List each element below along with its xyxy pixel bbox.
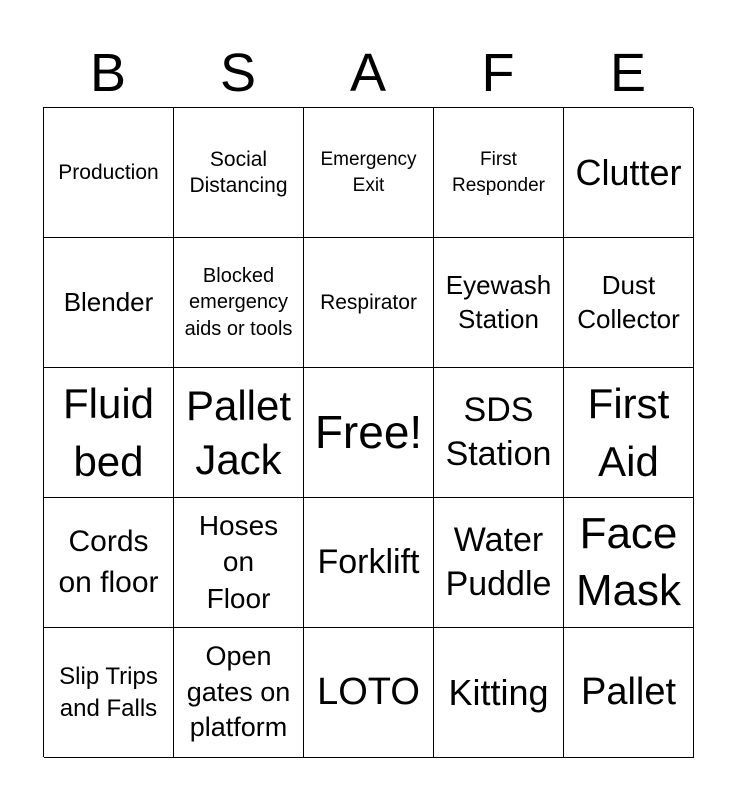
cell-label: SDS Station (445, 390, 552, 473)
header-letter-e: E (609, 43, 647, 103)
bingo-cell[interactable] (434, 498, 564, 628)
cell-label: Production (58, 160, 159, 184)
bingo-cell[interactable] (564, 368, 694, 498)
cell-label: Pallet (580, 670, 677, 713)
cell-label: Respirator (320, 290, 417, 314)
bingo-cell[interactable] (174, 238, 304, 368)
bingo-cell[interactable] (44, 108, 174, 238)
bingo-board (43, 107, 693, 757)
header-letter-s: S (219, 43, 257, 103)
bingo-cell[interactable] (564, 108, 694, 238)
bingo-cell[interactable] (174, 628, 304, 758)
bingo-cell[interactable] (434, 368, 564, 498)
cell-label: Social Distancing (189, 147, 288, 197)
bingo-cell[interactable] (564, 628, 694, 758)
cell-label: First Responder (452, 149, 545, 196)
cell-label: Eyewash Station (445, 270, 552, 334)
cell-label: Kitting (448, 671, 549, 713)
cell-label: Forklift (317, 543, 420, 582)
bingo-cell[interactable] (304, 628, 434, 758)
bingo-cell[interactable] (304, 108, 434, 238)
bingo-header (43, 42, 693, 104)
cell-label: Slip Trips and Falls (59, 662, 158, 722)
bingo-cell[interactable] (44, 628, 174, 758)
cell-label: Hoses on Floor (198, 509, 279, 614)
bingo-cell[interactable] (304, 368, 434, 498)
bingo-cell[interactable] (304, 498, 434, 628)
cell-label: First Aid (587, 379, 670, 485)
bingo-cell[interactable] (174, 108, 304, 238)
cell-label: Blender (63, 286, 154, 317)
cell-label: LOTO (317, 670, 420, 713)
bingo-cell[interactable] (304, 238, 434, 368)
cell-label: Water Puddle (445, 520, 552, 603)
cell-label: Emergency Exit (320, 149, 417, 196)
bingo-cell[interactable] (44, 368, 174, 498)
bingo-cell[interactable] (44, 498, 174, 628)
cell-label: Open gates on platform (186, 641, 291, 743)
bingo-cell[interactable] (44, 238, 174, 368)
bingo-cell[interactable] (434, 238, 564, 368)
bingo-cell[interactable] (434, 628, 564, 758)
bingo-cell[interactable] (174, 368, 304, 498)
header-letter-a: A (349, 43, 387, 103)
bingo-cell[interactable] (434, 108, 564, 238)
cell-label: Blocked emergency aids or tools (184, 264, 293, 340)
cell-label: Face Mask (575, 509, 682, 615)
cell-label: Cords on floor (58, 525, 159, 599)
cell-label: Free! (314, 405, 423, 458)
cell-label: Clutter (575, 151, 682, 193)
header-letter-f: F (481, 43, 515, 103)
cell-label: Dust Collector (577, 270, 680, 334)
bingo-cell[interactable] (564, 238, 694, 368)
bingo-cell[interactable] (174, 498, 304, 628)
header-letter-b: B (89, 43, 127, 103)
bingo-cell[interactable] (564, 498, 694, 628)
cell-label: Fluid bed (62, 379, 155, 485)
cell-label: Pallet Jack (185, 381, 292, 483)
